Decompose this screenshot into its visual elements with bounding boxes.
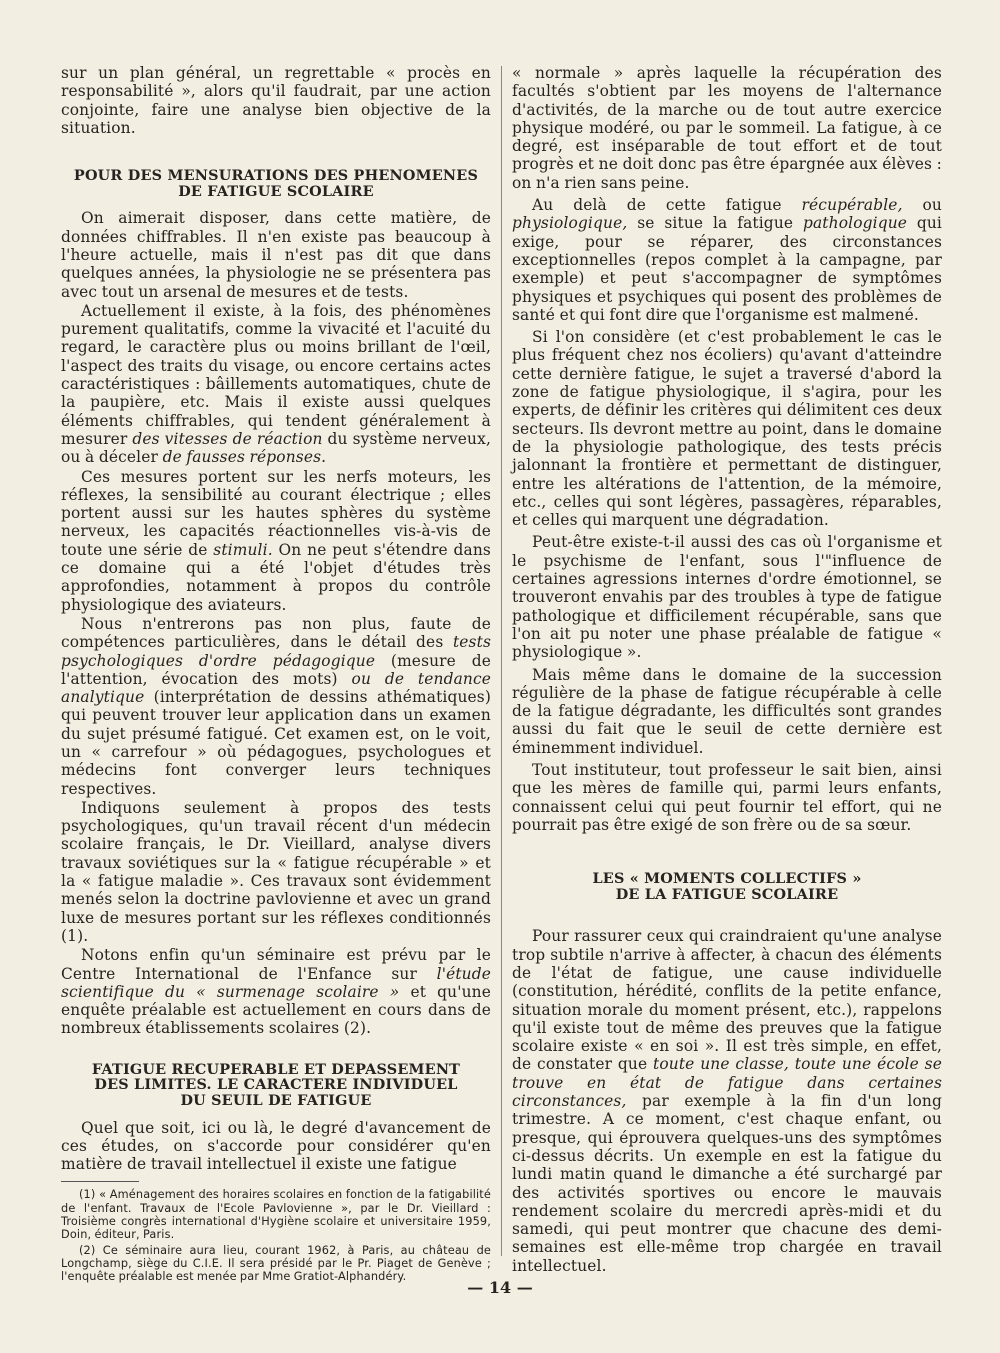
intro-paragraph: sur un plan général, un regrettable « procès en responsabilité », alors qu'il faudrait, par une action conjointe, faire une analyse bien objective de la situation. (61, 64, 491, 137)
section-heading-fatigue-recuperable (61, 1062, 491, 1109)
section-heading-moments-collectifs (512, 871, 942, 902)
footnote-1: (1) « Aménagement des horaires scolaires en fonction de la fatigabilité de l'enfant. Travaux de l'Ecole Pavlovienne », par le Dr. Vieillard : Troisième congrès international d'Hygiène scolaire et universitaire 1959, Doin, éditeur, Paris. (61, 1188, 491, 1241)
paragraph: « normale » après laquelle la récupération des facultés s'obtient par les moyens de l'alternance d'activités, de la marche ou de tout autre exercice physique modéré, ou par le sommeil. La fatigue, à ce degré, est inséparable de tout effort et de tout progrès et ne doit donc pas être épargnée aux élèves : on n'a rien sans peine. (512, 64, 942, 192)
paragraph: Si l'on considère (et c'est probablement le cas le plus fréquent chez nos écoliers) qu'avant d'atteindre cette dernière fatigue, le sujet a traversé d'abord la zone de fatigue physiologique, il s'agira, pour les experts, de définir les critères qui délimitent ces deux secteurs. Ils devront mettre au point, dans le domaine de la physiologie pathologique, des tests précis jalonnant la frontière et permettant de distinguer, entre les altérations de l'attention, de la mémoire, etc., celles qui sont légères, passagères, réparables, et celles qui marquent une dégradation. (512, 328, 942, 530)
footnote-2: (2) Ce séminaire aura lieu, courant 1962, à Paris, au château de Longchamp, siège du C.I.E. Il sera présidé par le Pr. Piaget de Genève ; l'enquête préalable est menée par Mme Gratiot-Alphandéry. (61, 1243, 491, 1283)
heading-line: DU SEUIL DE FATIGUE (180, 1091, 372, 1109)
paragraph: Notons enfin qu'un séminaire est prévu par le Centre International de l'Enfance sur l'étude scientifique du « surmenage scolaire » et qu'une enquête préalable est actuellement en cours dans de nombreux établissements scolaires (2). (61, 946, 491, 1038)
right-column (512, 64, 942, 1275)
paragraph: Quel que soit, ici ou là, le degré d'avancement de ces études, on s'accorde pour considérer qu'en matière de travail intellectuel il existe une fatigue (61, 1118, 491, 1174)
paragraph: Ces mesures portent sur les nerfs moteurs, les réflexes, la sensibilité au courant électrique ; elles portent aussi sur les hautes sphères du système nerveux, les capacités réactionnelles vis-à-vis de toute une série de stimuli. On ne peut s'étendre dans ce domaine qui a été l'objet d'études très approfondies, notamment à propos du contrôle physiologique des aviateurs. (61, 467, 491, 614)
section-heading-mensurations (61, 168, 491, 199)
page-number: — 14 — (467, 1278, 533, 1297)
heading-line: DES LIMITES. LE CARACTERE INDIVIDUEL (94, 1076, 458, 1094)
paragraph: Pour rassurer ceux qui craindraient qu'une analyse trop subtile n'arrive à affecter, à chacun des éléments de l'état de fatigue, une cause individuelle (constitution, hérédité, conflits de la petite enfance, situation morale du moment présent, etc.), rappelons qu'il existe tout de même des preuves que la fatigue scolaire existe « en soi ». Il est très simple, en effet, de constater que toute une classe, toute une école se trouve en état de fatigue dans certaines circonstances, par exemple à la fin d'un long trimestre. A ce moment, c'est chaque enfant, ou presque, qui éprouvera quelques-uns des symptômes ci-dessus décrits. Un exemple en est la fatigue du lundi matin quand le dimanche a été surchargé par des activités sportives ou encore le mauvais rendement scolaire du mercredi après-midi et du samedi, qui peut montrer que chacune des demi-semaines est elle-même trop chargée en travail intellectuel. (512, 927, 942, 1275)
paragraph: Actuellement il existe, à la fois, des phénomènes purement qualitatifs, comme la vivacité et l'acuité du regard, le caractère plus ou moins brillant de l'œil, l'aspect des traits du visage, ou encore certains actes caractéristiques : bâillements automatiques, chute de la paupière, etc. Mais il existe aussi quelques éléments chiffrables, qui tendent généralement à mesurer des vitesses de réaction du système nerveux, ou à déceler de fausses réponses. (61, 301, 491, 467)
paragraph: On aimerait disposer, dans cette matière, de données chiffrables. Il n'en existe pas beaucoup à l'heure actuelle, mais il n'est pas dit que dans quelques années, la physiologie ne se présentera pas avec tout un arsenal de mesures et de tests. (61, 209, 491, 301)
left-column (61, 64, 491, 1283)
paragraph: Nous n'entrerons pas non plus, faute de compétences particulières, dans le détail des tests psychologiques d'ordre pédagogique (mesure de l'attention, évocation des mots) ou de tendance analytique (interprétation de dessins athématiques) qui peuvent trouver leur application dans un examen du sujet présumé fatigué. Cet examen est, on le voit, un « carrefour » où pédagogues, psychologues et médecins font converger leurs techniques respectives. (61, 614, 492, 798)
heading-line: FATIGUE RECUPERABLE ET DEPASSEMENT (91, 1060, 461, 1078)
paragraph: Indiquons seulement à propos des tests psychologiques, qu'un travail récent d'un médecin scolaire français, le Dr. Vieillard, analyse divers travaux soviétiques sur la « fatigue récupérable » et la « fatigue maladie ». Ces travaux sont évidemment menés selon la doctrine pavlovienne et avec un grand luxe de mesures portant sur les réflexes conditionnés (1). (61, 798, 491, 945)
paragraph: Peut-être existe-t-il aussi des cas où l'organisme et le psychisme de l'enfant, sous l'"influence de certaines agressions internes d'ordre émotionnel, se trouveront envahis par des troubles à type de fatigue pathologique et difficilement récupérable, sans que l'on ait pu noter une phase préalable de fatigue « physiologique ». (512, 533, 942, 662)
paragraph: Mais même dans le domaine de la succession régulière de la phase de fatigue récupérable à celle de la fatigue dégradante, les difficultés sont grandes aussi du fait que le seuil de cette dernière est éminemment individuel. (512, 665, 942, 757)
paragraph: Au delà de cette fatigue récupérable, ou physiologique, se situe la fatigue pathologique qui exige, pour se réparer, des circonstances exceptionnelles (repos complet à la campagne, par exemple) et peut s'accompagner de symptômes physiques et psychiques qui posent des problèmes de santé et qui font dire que l'organisme est malmené. (512, 196, 942, 324)
paragraph: Tout instituteur, tout professeur le sait bien, ainsi que les mères de famille qui, parmi leurs enfants, connaissent celui qui peut fournir tel effort, qui ne pourrait pas être exigé de son frère ou de sa sœur. (512, 760, 942, 834)
footnote-separator (61, 1181, 139, 1182)
heading-line: DE LA FATIGUE SCOLAIRE (615, 885, 839, 903)
heading-line: POUR DES MENSURATIONS DES PHENOMENES (73, 167, 479, 185)
heading-line: DE FATIGUE SCOLAIRE (178, 182, 374, 200)
column-divider (501, 66, 502, 1256)
heading-line: LES « MOMENTS COLLECTIFS » (592, 870, 862, 888)
